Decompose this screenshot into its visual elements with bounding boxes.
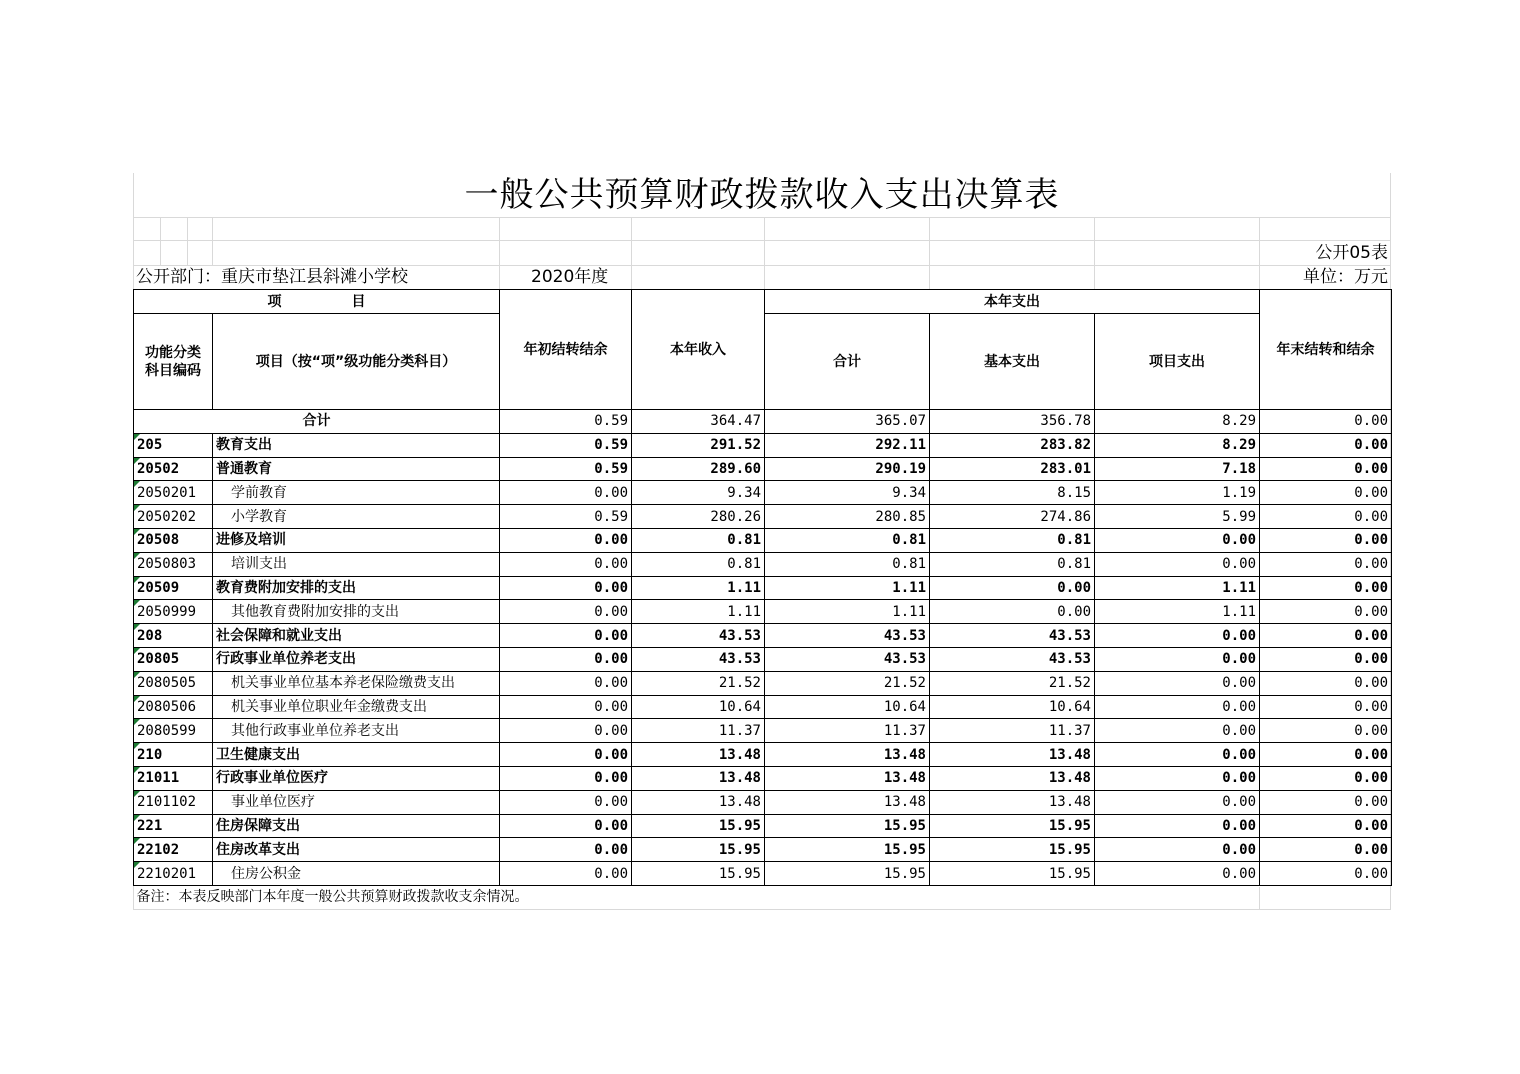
amount-cell: 0.00 [500,481,632,505]
amount-cell: 15.95 [632,838,765,862]
amount-cell: 0.00 [500,838,632,862]
subject-name: 机关事业单位职业年金缴费支出 [213,695,500,719]
amount-cell: 11.37 [765,719,930,743]
amount-cell: 10.64 [632,695,765,719]
subject-name: 普通教育 [213,457,500,481]
amount-cell: 43.53 [765,647,930,671]
header-opening-balance: 年初结转结余 [500,290,632,410]
total-row [134,410,1392,434]
amount-cell: 0.00 [930,576,1095,600]
amount-cell: 0.00 [1095,528,1260,552]
table-row [134,814,1392,838]
amount-cell: 0.00 [1260,862,1392,886]
amount-cell: 0.81 [765,552,930,576]
amount-cell: 15.95 [632,862,765,886]
note-row [134,885,1392,908]
amount-cell: 0.00 [1260,814,1392,838]
amount-cell: 0.00 [1260,481,1392,505]
amount-cell: 13.48 [930,743,1095,767]
amount-cell: 274.86 [930,505,1095,529]
amount-cell: 8.29 [1095,433,1260,457]
fiscal-year: 2020年度 [531,267,609,287]
subject-name: 住房改革支出 [213,838,500,862]
header-closing-balance: 年末结转和结余 [1260,290,1392,410]
subject-code: 221 [134,814,213,838]
subject-code: 2050803 [134,552,213,576]
amount-cell: 13.48 [765,766,930,790]
total-value: 0.59 [500,410,632,434]
amount-cell: 9.34 [765,481,930,505]
subject-code: 2210201 [134,862,213,886]
amount-cell: 0.00 [500,647,632,671]
subject-name: 教育费附加安排的支出 [213,576,500,600]
table-row [134,695,1392,719]
subject-name: 行政事业单位养老支出 [213,647,500,671]
amount-cell: 10.64 [765,695,930,719]
subject-code: 2050201 [134,481,213,505]
amount-cell: 283.01 [930,457,1095,481]
amount-cell: 9.34 [632,481,765,505]
subject-code: 210 [134,743,213,767]
subject-name: 机关事业单位基本养老保险缴费支出 [213,671,500,695]
amount-cell: 15.95 [930,838,1095,862]
amount-cell: 292.11 [765,433,930,457]
amount-cell: 43.53 [632,647,765,671]
subject-code: 205 [134,433,213,457]
amount-cell: 0.59 [500,505,632,529]
amount-cell: 0.00 [500,552,632,576]
amount-cell: 0.59 [500,433,632,457]
amount-cell: 7.18 [1095,457,1260,481]
amount-cell: 15.95 [930,862,1095,886]
total-value: 365.07 [765,410,930,434]
subject-code: 2080599 [134,719,213,743]
amount-cell: 0.00 [1260,838,1392,862]
amount-cell: 280.26 [632,505,765,529]
amount-cell: 43.53 [930,647,1095,671]
subject-name: 小学教育 [213,505,500,529]
amount-cell: 0.00 [1095,814,1260,838]
table-row [134,671,1392,695]
subject-code: 20508 [134,528,213,552]
amount-cell: 291.52 [632,433,765,457]
amount-cell: 0.00 [500,695,632,719]
amount-cell: 1.11 [632,576,765,600]
header-name: 项目（按“项”级功能分类科目） [213,314,500,410]
table-row [134,505,1392,529]
amount-cell: 15.95 [930,814,1095,838]
amount-cell: 0.00 [500,528,632,552]
amount-cell: 0.00 [500,671,632,695]
amount-cell: 0.00 [1095,552,1260,576]
amount-cell: 0.00 [1260,790,1392,814]
amount-cell: 0.00 [1260,457,1392,481]
table-row [134,457,1392,481]
amount-cell: 0.00 [1095,838,1260,862]
amount-cell: 0.00 [500,814,632,838]
amount-cell: 1.11 [632,600,765,624]
amount-cell: 290.19 [765,457,930,481]
amount-cell: 0.00 [1260,766,1392,790]
table-row [134,624,1392,648]
subject-name: 其他行政事业单位养老支出 [213,719,500,743]
table-row [134,552,1392,576]
subject-name: 进修及培训 [213,528,500,552]
amount-cell: 15.95 [765,862,930,886]
amount-cell: 1.11 [1095,600,1260,624]
amount-cell: 0.00 [1260,671,1392,695]
amount-cell: 43.53 [632,624,765,648]
subject-code: 20805 [134,647,213,671]
amount-cell: 0.00 [1095,647,1260,671]
amount-cell: 0.81 [765,528,930,552]
amount-cell: 0.00 [1095,719,1260,743]
amount-cell: 0.00 [500,743,632,767]
amount-cell: 0.00 [1095,671,1260,695]
amount-cell: 0.00 [1260,600,1392,624]
amount-cell: 0.81 [930,552,1095,576]
amount-cell: 0.00 [1095,695,1260,719]
header-code-text: 功能分类 科目编码 [145,344,201,379]
table-row [134,862,1392,886]
subject-name: 住房公积金 [213,862,500,886]
amount-cell: 0.00 [500,600,632,624]
table-row [134,528,1392,552]
amount-cell: 13.48 [930,766,1095,790]
amount-cell: 0.00 [1260,624,1392,648]
subject-code: 2050202 [134,505,213,529]
amount-cell: 15.95 [632,814,765,838]
form-number: 公开05表 [1315,243,1388,263]
header-item: 项 目 [134,290,500,314]
total-value: 356.78 [930,410,1095,434]
subject-name: 培训支出 [213,552,500,576]
table-row [134,433,1392,457]
amount-cell: 10.64 [930,695,1095,719]
subject-name: 行政事业单位医疗 [213,766,500,790]
subject-code: 208 [134,624,213,648]
table-row [134,719,1392,743]
unit-label: 单位：万元 [1303,267,1388,287]
amount-cell: 21.52 [930,671,1095,695]
amount-cell: 0.00 [1260,433,1392,457]
table-row [134,790,1392,814]
amount-cell: 21.52 [632,671,765,695]
amount-cell: 0.00 [1095,862,1260,886]
report-title: 一般公共预算财政拨款收入支出决算表 [464,175,1060,215]
amount-cell: 13.48 [930,790,1095,814]
amount-cell: 0.00 [500,862,632,886]
amount-cell: 0.00 [1260,576,1392,600]
amount-cell: 0.00 [1095,743,1260,767]
table-row [134,743,1392,767]
subject-code: 20502 [134,457,213,481]
subject-code: 2080505 [134,671,213,695]
total-value: 8.29 [1095,410,1260,434]
department-label: 公开部门：重庆市垫江县斜滩小学校 [136,267,408,287]
header-expense-group: 本年支出 [765,290,1260,314]
amount-cell: 1.11 [1095,576,1260,600]
subject-code: 2101102 [134,790,213,814]
total-value: 364.47 [632,410,765,434]
amount-cell: 289.60 [632,457,765,481]
amount-cell: 280.85 [765,505,930,529]
amount-cell: 283.82 [930,433,1095,457]
amount-cell: 0.00 [500,719,632,743]
amount-cell: 5.99 [1095,505,1260,529]
amount-cell: 0.00 [500,576,632,600]
header-basic-expense: 基本支出 [930,314,1095,410]
header-code [134,314,213,410]
amount-cell: 1.11 [765,576,930,600]
subject-code: 22102 [134,838,213,862]
amount-cell: 13.48 [765,743,930,767]
amount-cell: 0.00 [1260,695,1392,719]
amount-cell: 0.81 [632,528,765,552]
amount-cell: 15.95 [765,814,930,838]
amount-cell: 0.81 [930,528,1095,552]
subject-code: 20509 [134,576,213,600]
amount-cell: 0.00 [1095,766,1260,790]
amount-cell: 13.48 [632,790,765,814]
header-expense-total: 合计 [765,314,930,410]
subject-name: 住房保障支出 [213,814,500,838]
amount-cell: 0.00 [500,624,632,648]
spreadsheet-sheet [133,173,1391,910]
amount-cell: 0.00 [930,600,1095,624]
amount-cell: 13.48 [632,766,765,790]
table-row [134,766,1392,790]
subject-code: 21011 [134,766,213,790]
amount-cell: 0.00 [1260,552,1392,576]
subject-name: 社会保障和就业支出 [213,624,500,648]
amount-cell: 0.00 [1260,719,1392,743]
subject-code: 2050999 [134,600,213,624]
amount-cell: 0.81 [632,552,765,576]
budget-table [133,289,1392,908]
subject-name: 其他教育费附加安排的支出 [213,600,500,624]
amount-cell: 0.00 [1095,624,1260,648]
table-row [134,600,1392,624]
amount-cell: 0.00 [1260,528,1392,552]
amount-cell: 13.48 [632,743,765,767]
table-row [134,838,1392,862]
total-value: 0.00 [1260,410,1392,434]
amount-cell: 21.52 [765,671,930,695]
amount-cell: 0.00 [1260,505,1392,529]
header-project-expense: 项目支出 [1095,314,1260,410]
amount-cell: 1.19 [1095,481,1260,505]
table-row [134,576,1392,600]
subject-name: 学前教育 [213,481,500,505]
amount-cell: 13.48 [765,790,930,814]
subject-name: 卫生健康支出 [213,743,500,767]
table-row [134,647,1392,671]
amount-cell: 0.00 [1260,743,1392,767]
subject-name: 事业单位医疗 [213,790,500,814]
amount-cell: 0.00 [1095,790,1260,814]
table-row [134,481,1392,505]
amount-cell: 15.95 [765,838,930,862]
amount-cell: 43.53 [765,624,930,648]
table-note: 备注：本表反映部门本年度一般公共预算财政拨款收支余情况。 [134,885,1392,908]
amount-cell: 0.00 [1260,647,1392,671]
amount-cell: 8.15 [930,481,1095,505]
total-label: 合计 [134,410,500,434]
amount-cell: 11.37 [632,719,765,743]
amount-cell: 11.37 [930,719,1095,743]
subject-name: 教育支出 [213,433,500,457]
amount-cell: 0.00 [500,790,632,814]
amount-cell: 43.53 [930,624,1095,648]
amount-cell: 1.11 [765,600,930,624]
amount-cell: 0.00 [500,766,632,790]
subject-code: 2080506 [134,695,213,719]
header-income: 本年收入 [632,290,765,410]
amount-cell: 0.59 [500,457,632,481]
